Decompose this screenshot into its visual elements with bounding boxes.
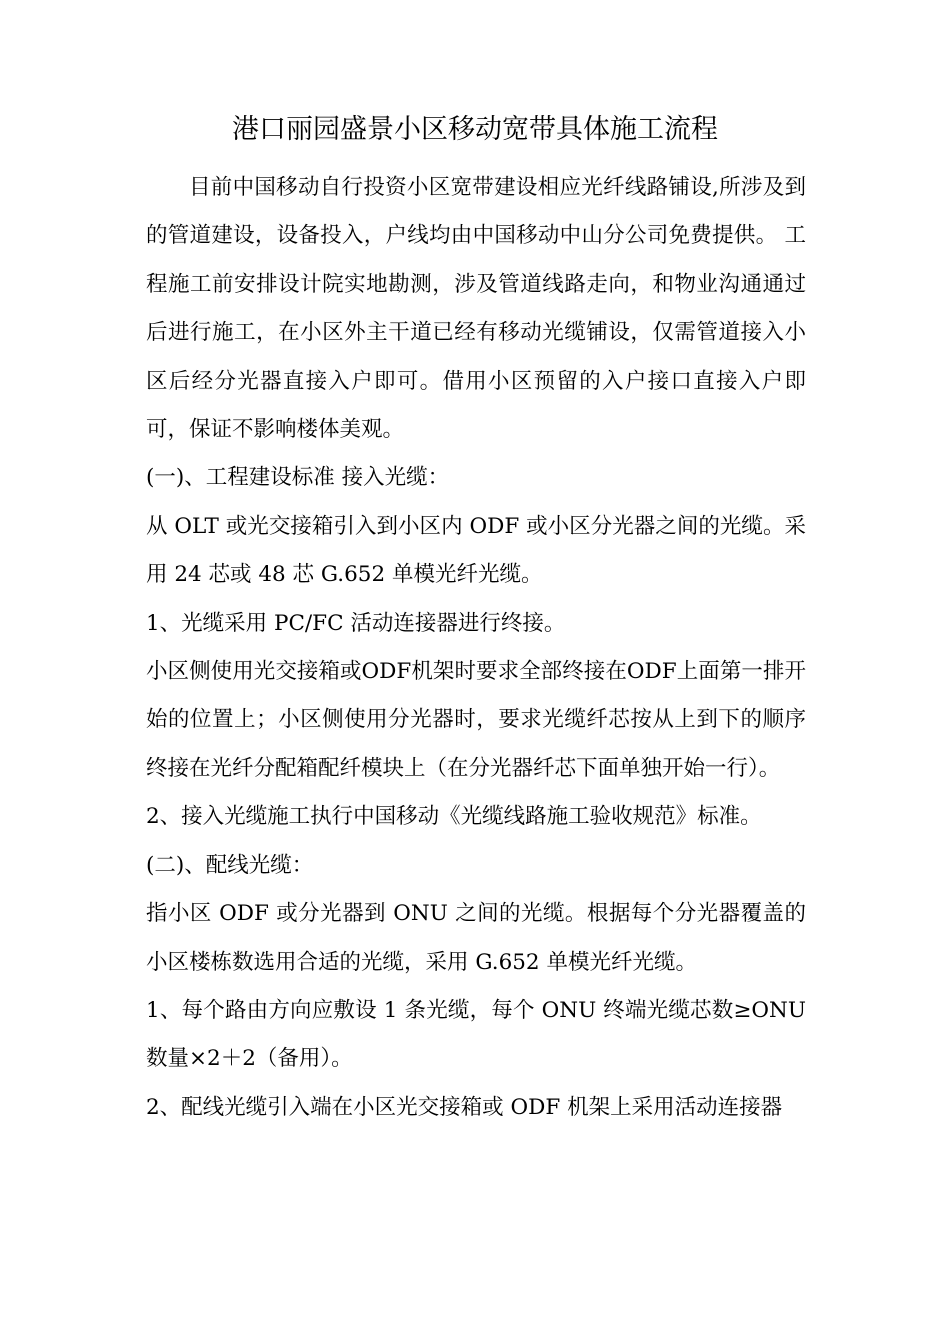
section-heading-2: (二)、配线光缆： <box>146 852 314 878</box>
document-body <box>146 164 806 1132</box>
list-item-2-2: 2、配线光缆引入端在小区光交接箱或 ODF 机架上采用活动连接器 <box>146 1094 783 1120</box>
list-item-2-1: 1、每个路由方向应敷设 1 条光缆，每个 ONU 终端光缆芯数≥ONU数量×2＋2（备用）。 <box>146 997 806 1072</box>
list-item-1-2: 2、接入光缆施工执行中国移动《光缆线路施工验收规范》标准。 <box>146 804 762 830</box>
intro-paragraph: 目前中国移动自行投资小区宽带建设相应光纤线路铺设,所涉及到的管道建设，设备投入，户线均由中国移动中山分公司免费提供。 工程施工前安排设计院实地勘测，涉及管道线路走向，和物业沟通通过后进行施工，在小区外主干道已经有移动光缆铺设，仅需管道接入小区后经分光器直接入户即可。借用小区预留的入户接口直接入户即可，保证不影响楼体美观。 <box>146 175 806 443</box>
paragraph-distribution-cable: 指小区 ODF 或分光器到 ONU 之间的光缆。根据每个分光器覆盖的小区楼栋数选用合适的光缆，采用 G.652 单模光纤光缆。 <box>146 901 806 975</box>
paragraph-termination: 小区侧使用光交接箱或ODF机架时要求全部终接在ODF上面第一排开始的位置上；小区侧使用分光器时，要求光缆纤芯按从上到下的顺序终接在光纤分配箱配纤模块上（在分光器纤芯下面单独开始一行）。 <box>146 659 806 781</box>
section-heading-1: (一)、工程建设标准 接入光缆： <box>146 465 450 491</box>
list-item-1-1: 1、光缆采用 PC/FC 活动连接器进行终接。 <box>146 610 566 636</box>
document-title: 港口丽园盛景小区移动宽带具体施工流程 <box>232 114 718 145</box>
paragraph-access-cable: 从 OLT 或光交接箱引入到小区内 ODF 或小区分光器之间的光缆。采用 24 芯或 48 芯 G.652 单模光纤光缆。 <box>146 513 806 588</box>
